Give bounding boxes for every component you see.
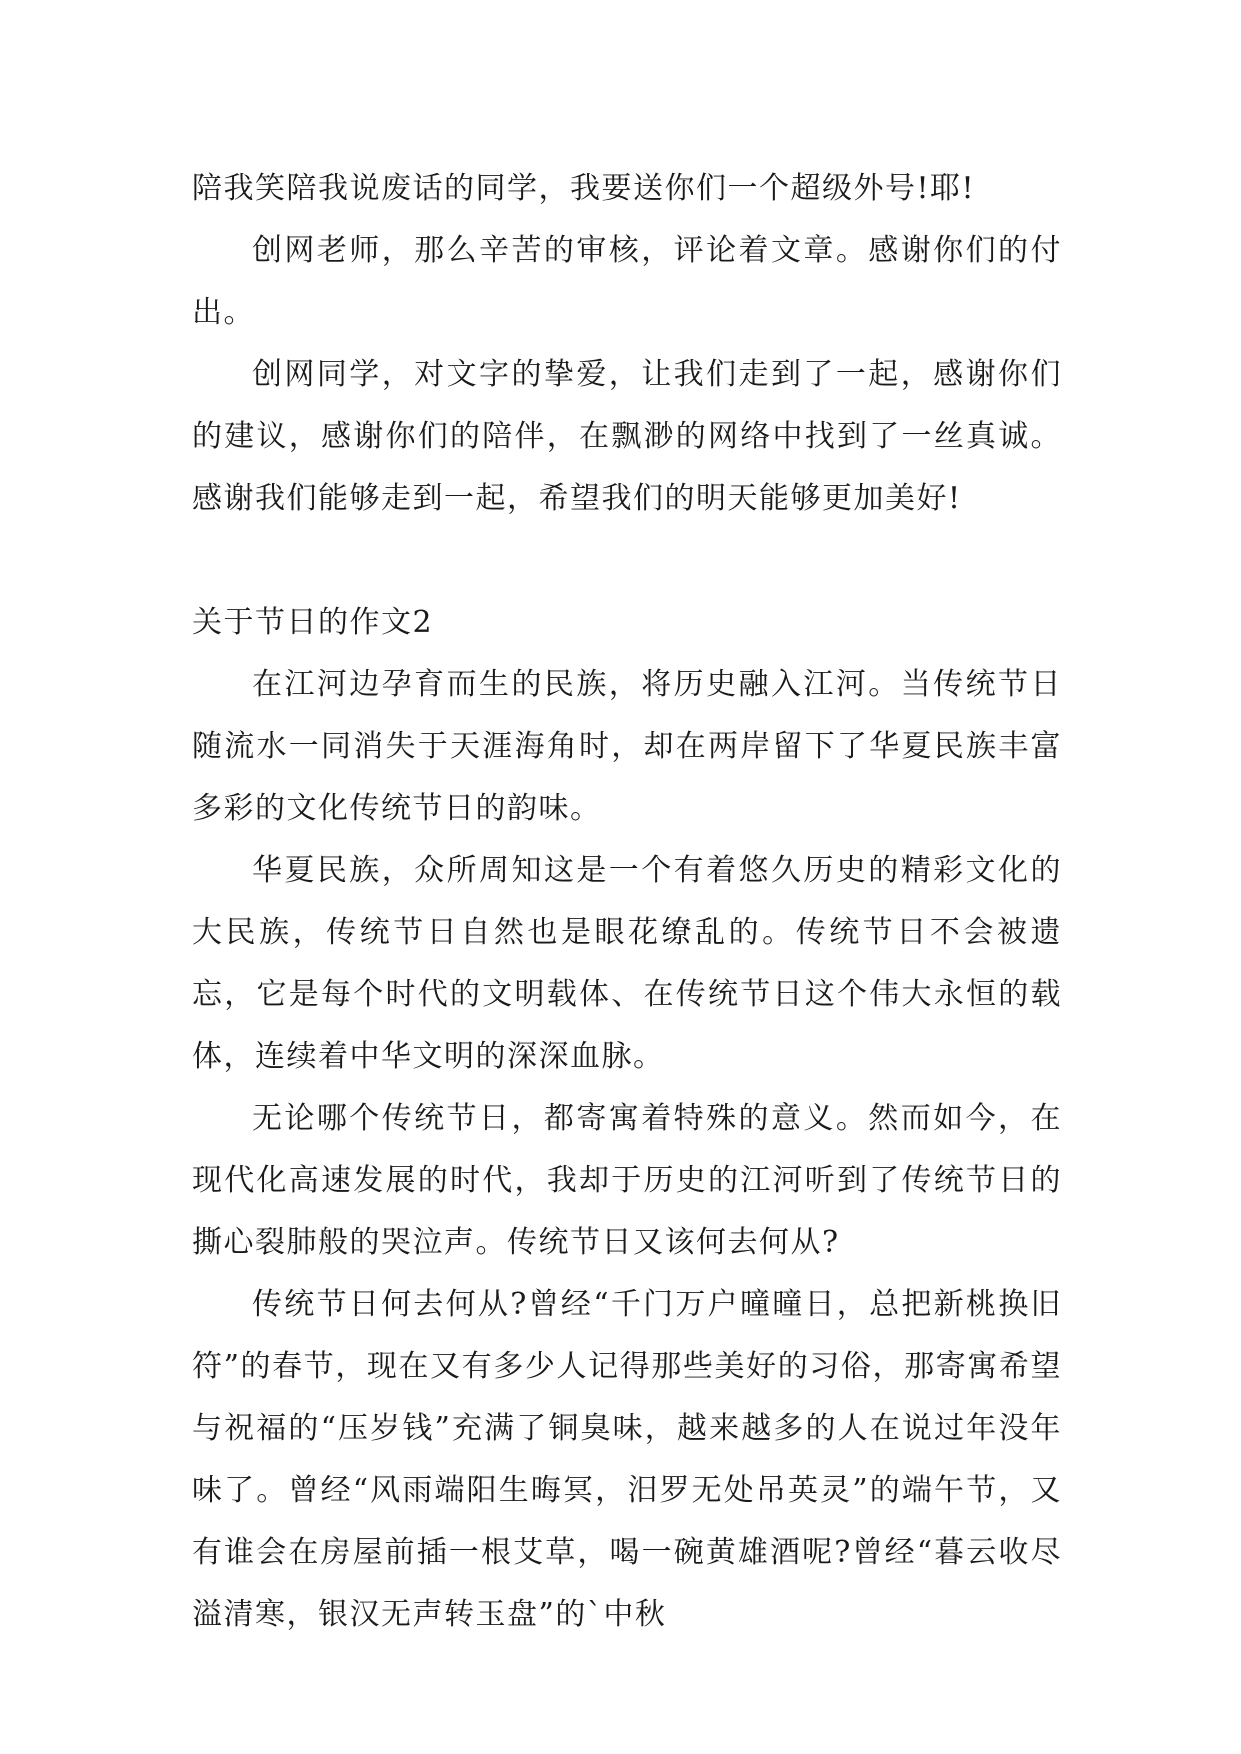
paragraph-huaxia-nation: 华夏民族，众所周知这是一个有着悠久历史的精彩文化的大民族，传统节日自然也是眼花缭乱的。传统节日不会被遗忘，它是每个时代的文明载体、在传统节日这个伟大永恒的载体，连续着中华文明的深深血脉。 [192,853,1062,1074]
paragraph-teachers: 创网老师，那么辛苦的审核，评论着文章。感谢你们的付出。 [192,233,1062,330]
paragraph-festival-future: 传统节日何去何从?曾经“千门万户曈曈日，总把新桃换旧符”的春节，现在又有多少人记得那些美好的习俗，那寄寓希望与祝福的“压岁钱”充满了铜臭味，越来越多的人在说过年没年味了。曾经“风雨端阳生晦冥，汨罗无处吊英灵”的端午节，又有谁会在房屋前插一根艾草，喝一碗黄雄酒呢?曾经“暮云收尽溢清寒，银汉无声转玉盘”的`中秋 [192,1287,1062,1632]
document-body [192,158,1062,1646]
section-title: 关于节日的作文2 [192,605,434,640]
paragraph-river-nation: 在江河边孕育而生的民族，将历史融入江河。当传统节日随流水一同消失于天涯海角时，却在两岸留下了华夏民族丰富多彩的文化传统节日的韵味。 [192,667,1062,826]
paragraph-classmates: 陪我笑陪我说废话的同学，我要送你们一个超级外号!耶! [192,171,976,206]
paragraph-festival-meaning: 无论哪个传统节日，都寄寓着特殊的意义。然而如今，在现代化高速发展的时代，我却于历史的江河听到了传统节日的撕心裂肺般的哭泣声。传统节日又该何去何从? [192,1101,1062,1260]
paragraph-students: 创网同学，对文字的挚爱，让我们走到了一起，感谢你们的建议，感谢你们的陪伴，在飘渺的网络中找到了一丝真诚。感谢我们能够走到一起，希望我们的明天能够更加美好! [192,357,1062,516]
